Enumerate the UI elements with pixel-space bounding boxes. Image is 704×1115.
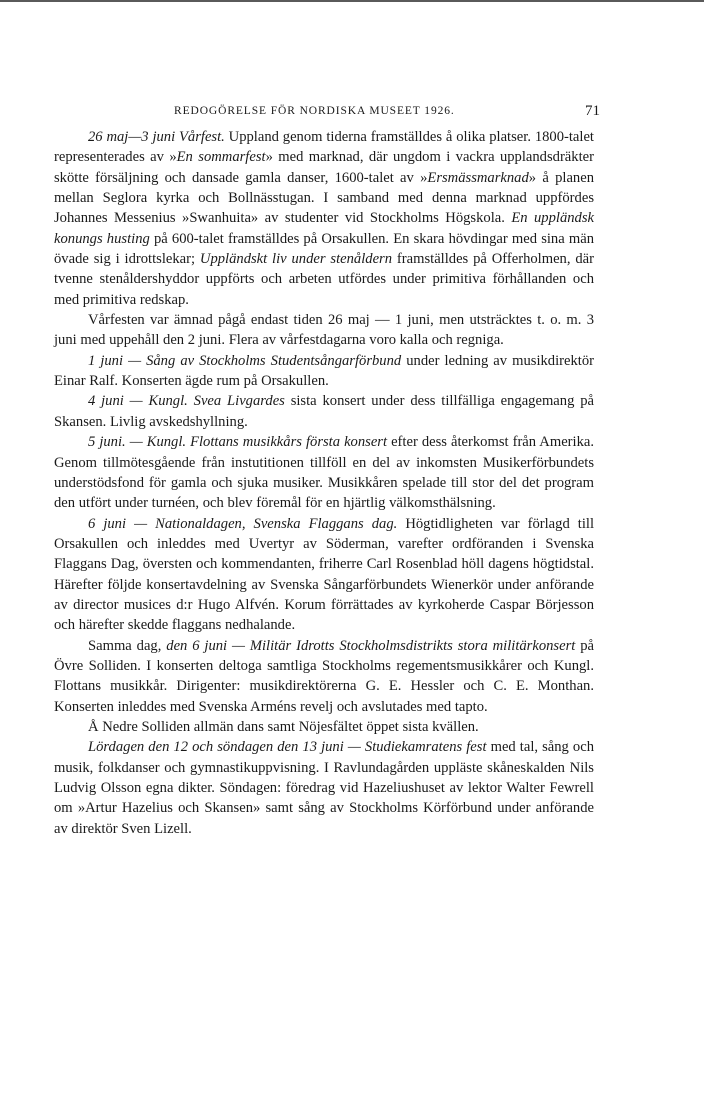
text-run: 6 juni — Nationaldagen, Svenska Flaggans dag. [88,515,398,532]
paragraph-nedre-solliden [54,717,594,737]
text-run: på 600-talet framställdes på Orsakullen. En skara hövdingar med sina män övade sig i idrottslekar; [54,230,595,268]
text-run: 26 maj—3 juni Vårfest. [88,129,225,145]
text-run: 4 juni — Kungl. Svea Livgardes [88,393,285,410]
text-run: Högtidligheten var förlagd till Orsakullen och inleddes med Uvertyr av Söderman, varefter ordföranden i Svenska Flaggans Dag, översten och kommendanten, friherre Carl Rosenblad höll dagens högtidstal. Härefter följde konsertavdelning av Svenska Sångarförbundets Wienerkör under anförande av director musices d:r Hugo Alfvén. Korum förrättades av kyrkoherde Caspar Börjesson och härefter skedde flaggans nedhalande. [54,515,594,634]
text-run: sista konsert under dess tillfälliga engagemang på Skansen. Livlig avskedshyllning. [54,393,594,430]
text-run: efter dess återkomst från Amerika. Genom tillmötesgående från instutitionen tillföll en del av inkomsten Musikerförbundets understödsfond för gamla och sjuka musiker. Musikkåren spelade till stor del det program den utfört under turnéen, och blev föremål för en hjärtlig välkomsthälsning. [54,434,595,512]
paragraph-5-juni [54,432,594,513]
text-run: En sommarfest [176,149,266,166]
text-run: Uppland genom tiderna framställdes å olika platser. 1800-talet representerades av » [54,129,594,166]
text-run: 1 juni — Sång av Stockholms Studentsångarförbund [88,352,402,369]
text-run: Å Nedre Solliden allmän dans samt Nöjesfältet öppet sista kvällen. [88,718,479,735]
text-run: » med marknad, där ungdom i vackra upplandsdräkter skötte försäljning och dansade gamla danser, 1600-talet av » [54,149,594,186]
text-run: 5 juni. — Kungl. Flottans musikkårs första konsert [88,434,388,451]
running-title: REDOGÖRELSE FÖR NORDISKA MUSEET 1926. [174,105,455,117]
top-border-rule [0,0,704,2]
page-header [54,101,600,121]
text-run: under ledning av musikdirektör Einar Ralf. Konserten ägde rum på Orsakullen. [54,352,594,390]
paragraph-studiekamratens-fest [54,737,594,839]
text-run: Uppländskt liv under stenåldern [199,251,393,268]
page-number: 71 [585,103,600,119]
paragraph-varfest-duration [54,310,594,351]
text-run: Vårfesten var ämnad pågå endast tiden 26 maj — 1 juni, men utsträcktes t. o. m. 3 juni med uppehåll den 2 juni. Flera av vårfestdagarna voro kalla och regniga. [54,312,594,349]
text-run: på Övre Solliden. I konserten deltoga samtliga Stockholms regementsmusikkårer och Kungl. Flottans musikkår. Dirigenter: musikdirektörerna G. E. Hessler och C. E. Monthan. Konserten inleddes med Svenska Arméns revelj och avslutades med tapto. [54,637,594,715]
paragraph-1-juni [54,351,594,392]
body-text [54,127,594,839]
text-run: Samma dag, [88,637,167,654]
text-run: framställdes på Offerholmen, där tvenne stenåldershyddor uppförts och arbeten utfördes under primitiva förhållanden och med primitiva redskap. [54,251,594,308]
text-run: med tal, sång och musik, folkdanser och gymnastikuppvisning. I Ravlundagården uppläste skåneskalden Nils Ludvig Olsson egna dikter. Söndagen: föredrag vid Hazeliushuset av lektor Walter Fewrell om »Artur Hazelius och Skansen» samt sång av Stockholms Körförbund under anförande av direktör Sven Lizell. [54,739,594,837]
text-run: den 6 juni — Militär Idrotts Stockholmsdistrikts stora militärkonsert [166,637,576,654]
paragraph-varfest [54,127,594,310]
paragraph-militarkonsert [54,636,594,717]
text-run: » å planen mellan Seglora kyrka och Bollnässtugan. I samband med denna marknad uppfördes Johannes Messenius »Swanhuita» av studenter vid Stockholms Högskola. [54,169,594,227]
paragraph-4-juni [54,391,594,432]
text-run: Lördagen den 12 och söndagen den 13 juni — Studiekamratens fest [88,739,487,756]
text-run: En uppländsk konungs husting [54,210,594,247]
text-run: Ersmässmarknad [427,169,529,186]
paragraph-6-juni [54,514,594,636]
